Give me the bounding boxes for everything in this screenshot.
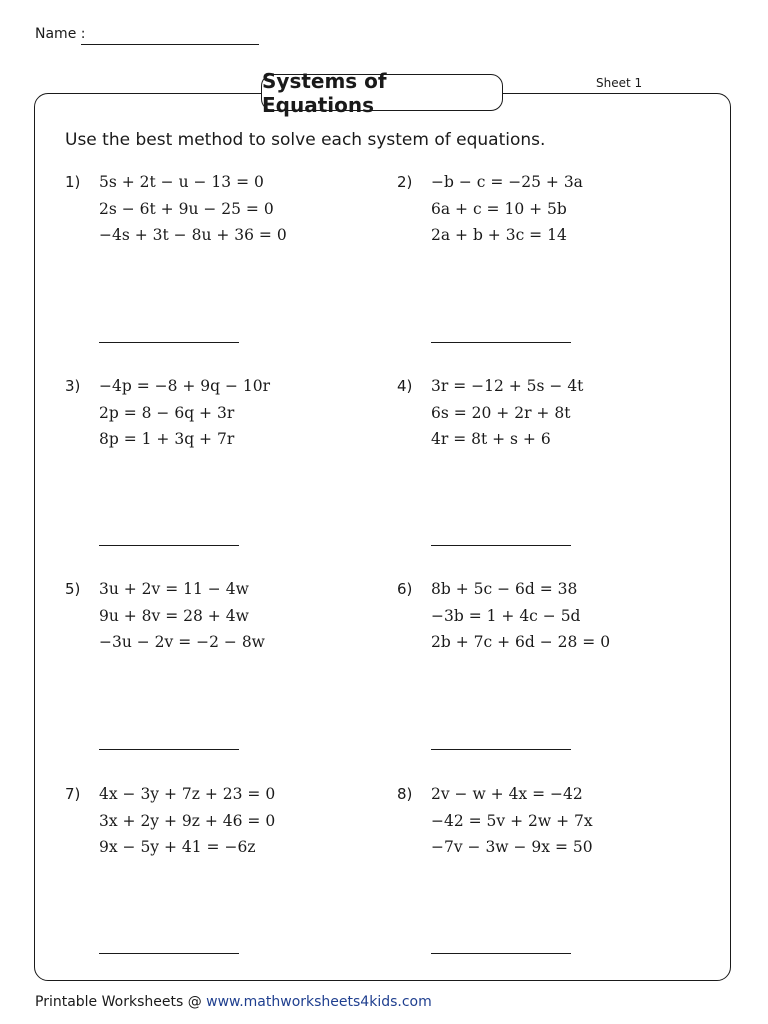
problem-number: 2) bbox=[397, 173, 413, 191]
equation: −42 = 5v + 2w + 7x bbox=[431, 812, 593, 830]
footer-text: Printable Worksheets @ bbox=[35, 994, 207, 1010]
problem-number: 8) bbox=[397, 785, 413, 803]
equation: 4r = 8t + s + 6 bbox=[431, 430, 551, 448]
equation: 2p = 8 − 6q + 3r bbox=[99, 404, 235, 422]
answer-line-7[interactable] bbox=[99, 953, 239, 954]
footer bbox=[35, 994, 432, 1010]
equation: −4p = −8 + 9q − 10r bbox=[99, 377, 271, 395]
equation: −3b = 1 + 4c − 5d bbox=[431, 607, 581, 625]
equation: 6a + c = 10 + 5b bbox=[431, 200, 567, 218]
name-line[interactable] bbox=[81, 44, 259, 45]
problem-number: 6) bbox=[397, 580, 413, 598]
answer-line-1[interactable] bbox=[99, 342, 239, 343]
sheet-label: Sheet 1 bbox=[596, 76, 643, 90]
worksheet-title: Systems of Equations bbox=[261, 74, 503, 111]
answer-line-2[interactable] bbox=[431, 342, 571, 343]
equation: 8b + 5c − 6d = 38 bbox=[431, 580, 578, 598]
equation: −b − c = −25 + 3a bbox=[431, 173, 583, 191]
equation: −3u − 2v = −2 − 8w bbox=[99, 633, 265, 651]
equation: 3r = −12 + 5s − 4t bbox=[431, 377, 584, 395]
equation: 2b + 7c + 6d − 28 = 0 bbox=[431, 633, 611, 651]
equation: 3x + 2y + 9z + 46 = 0 bbox=[99, 812, 276, 830]
equation: 2a + b + 3c = 14 bbox=[431, 226, 567, 244]
problem-number: 3) bbox=[65, 377, 81, 395]
equation: 8p = 1 + 3q + 7r bbox=[99, 430, 235, 448]
footer-link[interactable]: www.mathworksheets4kids.com bbox=[206, 994, 432, 1010]
equation: 9u + 8v = 28 + 4w bbox=[99, 607, 249, 625]
equation: −7v − 3w − 9x = 50 bbox=[431, 838, 593, 856]
problem-number: 1) bbox=[65, 173, 81, 191]
problem-number: 5) bbox=[65, 580, 81, 598]
answer-line-6[interactable] bbox=[431, 749, 571, 750]
answer-line-3[interactable] bbox=[99, 545, 239, 546]
equation: 4x − 3y + 7z + 23 = 0 bbox=[99, 785, 276, 803]
answer-line-5[interactable] bbox=[99, 749, 239, 750]
equation: 5s + 2t − u − 13 = 0 bbox=[99, 173, 264, 191]
answer-line-8[interactable] bbox=[431, 953, 571, 954]
answer-line-4[interactable] bbox=[431, 545, 571, 546]
equation: −4s + 3t − 8u + 36 = 0 bbox=[99, 226, 287, 244]
equation: 9x − 5y + 41 = −6z bbox=[99, 838, 256, 856]
instruction-text: Use the best method to solve each system of equations. bbox=[65, 130, 546, 150]
problem-number: 4) bbox=[397, 377, 413, 395]
equation: 2s − 6t + 9u − 25 = 0 bbox=[99, 200, 274, 218]
problem-number: 7) bbox=[65, 785, 81, 803]
name-label: Name : bbox=[35, 26, 86, 42]
equation: 3u + 2v = 11 − 4w bbox=[99, 580, 249, 598]
equation: 6s = 20 + 2r + 8t bbox=[431, 404, 571, 422]
equation: 2v − w + 4x = −42 bbox=[431, 785, 583, 803]
